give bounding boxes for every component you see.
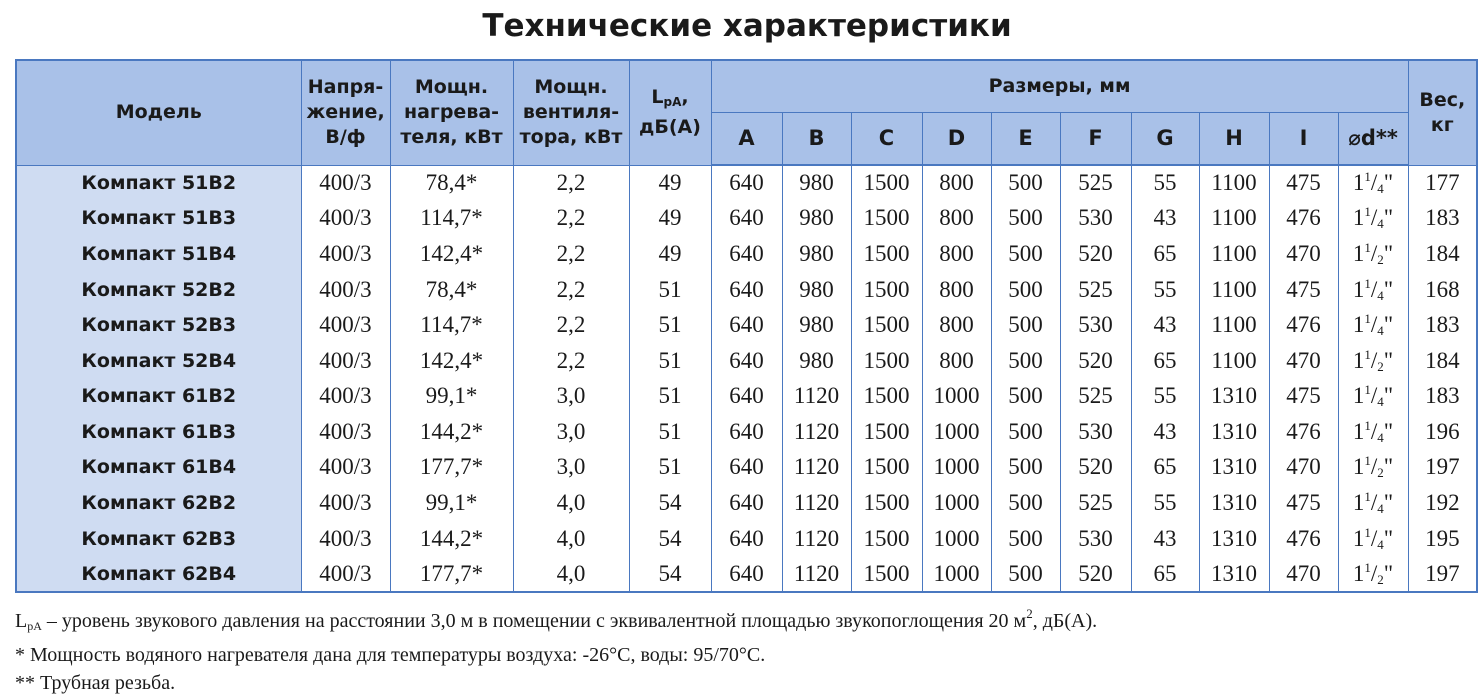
col-header-lpa: $L_{pA}$, дБ(А): [629, 60, 711, 165]
dim-a-cell: 640: [711, 556, 782, 592]
thread-numerator: 1: [1364, 453, 1371, 469]
dim-b-cell: 980: [782, 307, 851, 343]
inch-mark: ": [1383, 418, 1394, 444]
weight-cell: 184: [1408, 343, 1477, 379]
dim-b-cell: 1120: [782, 414, 851, 450]
dim-c-cell: 1500: [851, 450, 922, 486]
dim-c-cell: 1500: [851, 485, 922, 521]
dim-b-cell: 980: [782, 165, 851, 201]
dim-i-cell: 476: [1269, 414, 1338, 450]
footnote-heater: * Мощность водяного нагревателя дана для температуры воздуха: -26°C, воды: 95/70°C.: [15, 643, 766, 666]
dim-d-cell: 800: [922, 272, 991, 308]
dim-a-cell: 640: [711, 165, 782, 201]
dim-e-cell: 500: [991, 236, 1060, 272]
lpa-cell: 51: [629, 414, 711, 450]
fraction-slash: /: [1370, 276, 1378, 302]
model-cell: Компакт 51B2: [16, 165, 301, 201]
col-header-heater-power: Мощн. нагрева- теля, кВт: [390, 60, 513, 165]
lpa-cell: 49: [629, 236, 711, 272]
fraction-slash: /: [1370, 383, 1378, 409]
fraction-slash: /: [1370, 454, 1378, 480]
table-row: [16, 378, 1477, 414]
col-header-dim-c: C: [851, 112, 922, 165]
dim-c-cell: 1500: [851, 201, 922, 237]
weight-cell: 183: [1408, 201, 1477, 237]
weight-cell: 197: [1408, 556, 1477, 592]
spec-table: [15, 59, 1478, 593]
thread-numerator: 1: [1364, 417, 1371, 433]
thread-denominator: 4: [1377, 500, 1384, 516]
thread-diameter-cell: [1338, 272, 1408, 308]
heater-power-cell: 99,1*: [390, 485, 513, 521]
thread-denominator: 2: [1377, 465, 1384, 481]
thread-denominator: 2: [1377, 251, 1384, 267]
table-row: [16, 201, 1477, 237]
footnote-thread: ** Трубная резьба.: [15, 672, 176, 694]
dim-f-cell: 525: [1060, 485, 1131, 521]
inch-mark: ": [1383, 347, 1394, 373]
dim-d-cell: 1000: [922, 378, 991, 414]
dim-g-cell: 43: [1131, 414, 1199, 450]
weight-cell: 177: [1408, 165, 1477, 201]
voltage-cell: 400/3: [301, 236, 390, 272]
heater-power-cell: 177,7*: [390, 556, 513, 592]
dim-b-cell: 1120: [782, 521, 851, 557]
dim-g-cell: 55: [1131, 485, 1199, 521]
thread-diameter-cell: [1338, 450, 1408, 486]
voltage-cell: 400/3: [301, 556, 390, 592]
inch-mark: ": [1383, 205, 1394, 231]
dim-h-cell: 1310: [1199, 378, 1269, 414]
table-row: [16, 165, 1477, 201]
dim-e-cell: 500: [991, 343, 1060, 379]
dim-h-cell: 1310: [1199, 414, 1269, 450]
dim-i-cell: 470: [1269, 556, 1338, 592]
lpa-cell: 51: [629, 378, 711, 414]
dim-d-cell: 800: [922, 343, 991, 379]
dim-b-cell: 980: [782, 343, 851, 379]
dim-d-cell: 1000: [922, 414, 991, 450]
lpa-cell: 51: [629, 272, 711, 308]
col-header-fan-power: Мощн. вентиля- тора, кВт: [513, 60, 629, 165]
dim-g-cell: 65: [1131, 343, 1199, 379]
table-row: [16, 485, 1477, 521]
thread-whole: 1: [1352, 489, 1365, 515]
weight-cell: 168: [1408, 272, 1477, 308]
fraction-slash: /: [1370, 312, 1378, 338]
dim-c-cell: 1500: [851, 307, 922, 343]
dim-i-cell: 476: [1269, 307, 1338, 343]
inch-mark: ": [1383, 560, 1394, 586]
thread-numerator: 1: [1364, 275, 1371, 291]
lpa-cell: 49: [629, 165, 711, 201]
model-cell: Компакт 52B3: [16, 307, 301, 343]
inch-mark: ": [1383, 276, 1394, 302]
thread-numerator: 1: [1364, 488, 1371, 504]
dim-e-cell: 500: [991, 165, 1060, 201]
voltage-cell: 400/3: [301, 201, 390, 237]
dim-f-cell: 530: [1060, 307, 1131, 343]
dim-e-cell: 500: [991, 556, 1060, 592]
dim-d-cell: 1000: [922, 450, 991, 486]
dim-c-cell: 1500: [851, 414, 922, 450]
weight-cell: 195: [1408, 521, 1477, 557]
dim-g-cell: 65: [1131, 236, 1199, 272]
dim-a-cell: 640: [711, 307, 782, 343]
thread-whole: 1: [1352, 347, 1365, 373]
model-cell: Компакт 51B4: [16, 236, 301, 272]
fraction-slash: /: [1370, 205, 1378, 231]
fraction-slash: /: [1370, 170, 1378, 196]
dim-f-cell: 530: [1060, 414, 1131, 450]
dim-e-cell: 500: [991, 414, 1060, 450]
dim-f-cell: 525: [1060, 378, 1131, 414]
dim-c-cell: 1500: [851, 521, 922, 557]
dim-g-cell: 55: [1131, 378, 1199, 414]
lpa-cell: 51: [629, 450, 711, 486]
dim-h-cell: 1310: [1199, 521, 1269, 557]
lpa-cell: 54: [629, 556, 711, 592]
dim-d-cell: 800: [922, 165, 991, 201]
weight-cell: 183: [1408, 378, 1477, 414]
thread-numerator: 1: [1364, 524, 1371, 540]
dim-c-cell: 1500: [851, 236, 922, 272]
thread-numerator: 1: [1364, 346, 1371, 362]
model-cell: Компакт 62B3: [16, 521, 301, 557]
fraction-slash: /: [1370, 418, 1378, 444]
dim-e-cell: 500: [991, 307, 1060, 343]
col-header-dim-d-thread: ⌀d**: [1338, 112, 1408, 165]
thread-denominator: 2: [1377, 571, 1384, 587]
thread-diameter-cell: [1338, 165, 1408, 201]
lpa-cell: 54: [629, 485, 711, 521]
dim-a-cell: 640: [711, 450, 782, 486]
dim-e-cell: 500: [991, 201, 1060, 237]
thread-numerator: 1: [1364, 169, 1371, 185]
fan-power-cell: 3,0: [513, 414, 629, 450]
inch-mark: ": [1383, 454, 1394, 480]
dim-i-cell: 475: [1269, 272, 1338, 308]
model-cell: Компакт 61B3: [16, 414, 301, 450]
dim-f-cell: 520: [1060, 343, 1131, 379]
dim-c-cell: 1500: [851, 378, 922, 414]
dim-b-cell: 980: [782, 201, 851, 237]
dim-b-cell: 1120: [782, 378, 851, 414]
voltage-cell: 400/3: [301, 414, 390, 450]
dim-g-cell: 65: [1131, 450, 1199, 486]
fan-power-cell: 3,0: [513, 450, 629, 486]
inch-mark: ": [1383, 383, 1394, 409]
thread-whole: 1: [1352, 560, 1365, 586]
heater-power-cell: 99,1*: [390, 378, 513, 414]
fan-power-cell: 4,0: [513, 521, 629, 557]
dim-c-cell: 1500: [851, 556, 922, 592]
fan-power-cell: 2,2: [513, 201, 629, 237]
dim-g-cell: 43: [1131, 307, 1199, 343]
heater-power-cell: 144,2*: [390, 521, 513, 557]
voltage-cell: 400/3: [301, 272, 390, 308]
dim-i-cell: 475: [1269, 378, 1338, 414]
dim-f-cell: 530: [1060, 201, 1131, 237]
dim-d-cell: 1000: [922, 521, 991, 557]
heater-power-cell: 177,7*: [390, 450, 513, 486]
fraction-slash: /: [1370, 525, 1378, 551]
thread-whole: 1: [1352, 525, 1365, 551]
dim-b-cell: 1120: [782, 485, 851, 521]
dim-e-cell: 500: [991, 485, 1060, 521]
model-cell: Компакт 52B4: [16, 343, 301, 379]
table-row: [16, 307, 1477, 343]
dim-h-cell: 1310: [1199, 485, 1269, 521]
dim-a-cell: 640: [711, 485, 782, 521]
fraction-slash: /: [1370, 347, 1378, 373]
voltage-cell: 400/3: [301, 165, 390, 201]
footnote-lpa: $L_{pA}$ – уровень звукового давления на расстоянии 3,0 м в помещении с эквивалентной площадью звукопоглощения 20 $м^2$, дБ(А).: [15, 606, 1098, 633]
dim-d-cell: 800: [922, 201, 991, 237]
dim-f-cell: 520: [1060, 450, 1131, 486]
table-row: [16, 272, 1477, 308]
table-row: [16, 343, 1477, 379]
col-header-dim-d: D: [922, 112, 991, 165]
lpa-cell: 54: [629, 521, 711, 557]
heater-power-cell: 142,4*: [390, 236, 513, 272]
model-cell: Компакт 61B2: [16, 378, 301, 414]
col-header-model: Модель: [16, 60, 301, 165]
col-header-dim-h: H: [1199, 112, 1269, 165]
weight-cell: 184: [1408, 236, 1477, 272]
voltage-cell: 400/3: [301, 521, 390, 557]
heater-power-cell: 144,2*: [390, 414, 513, 450]
fan-power-cell: 2,2: [513, 236, 629, 272]
col-header-dim-f: F: [1060, 112, 1131, 165]
fan-power-cell: 4,0: [513, 485, 629, 521]
weight-cell: 196: [1408, 414, 1477, 450]
col-header-dimensions: Размеры, мм: [711, 60, 1408, 112]
dim-i-cell: 475: [1269, 165, 1338, 201]
col-header-weight: Вес, кг: [1408, 60, 1477, 165]
model-cell: Компакт 62B2: [16, 485, 301, 521]
dim-e-cell: 500: [991, 450, 1060, 486]
dim-f-cell: 520: [1060, 236, 1131, 272]
thread-diameter-cell: [1338, 378, 1408, 414]
thread-diameter-cell: [1338, 201, 1408, 237]
thread-numerator: 1: [1364, 204, 1371, 220]
dim-f-cell: 520: [1060, 556, 1131, 592]
inch-mark: ": [1383, 489, 1394, 515]
col-header-dim-e: E: [991, 112, 1060, 165]
heater-power-cell: 78,4*: [390, 165, 513, 201]
dim-g-cell: 55: [1131, 272, 1199, 308]
dim-h-cell: 1100: [1199, 307, 1269, 343]
thread-diameter-cell: [1338, 556, 1408, 592]
dim-h-cell: 1100: [1199, 201, 1269, 237]
table-row: [16, 414, 1477, 450]
weight-cell: 197: [1408, 450, 1477, 486]
voltage-cell: 400/3: [301, 485, 390, 521]
thread-whole: 1: [1352, 240, 1365, 266]
table-row: [16, 236, 1477, 272]
fraction-slash: /: [1370, 489, 1378, 515]
voltage-cell: 400/3: [301, 450, 390, 486]
dim-g-cell: 43: [1131, 521, 1199, 557]
dim-h-cell: 1100: [1199, 343, 1269, 379]
dim-e-cell: 500: [991, 378, 1060, 414]
weight-cell: 183: [1408, 307, 1477, 343]
thread-numerator: 1: [1364, 559, 1371, 575]
thread-whole: 1: [1352, 454, 1365, 480]
heater-power-cell: 114,7*: [390, 307, 513, 343]
model-cell: Компакт 62B4: [16, 556, 301, 592]
thread-diameter-cell: [1338, 521, 1408, 557]
thread-numerator: 1: [1364, 311, 1371, 327]
dim-d-cell: 800: [922, 307, 991, 343]
fraction-slash: /: [1370, 240, 1378, 266]
thread-denominator: 4: [1377, 323, 1384, 339]
thread-diameter-cell: [1338, 343, 1408, 379]
fan-power-cell: 2,2: [513, 272, 629, 308]
dim-f-cell: 525: [1060, 165, 1131, 201]
dim-b-cell: 1120: [782, 556, 851, 592]
dim-h-cell: 1100: [1199, 272, 1269, 308]
footnotes: [15, 600, 1475, 698]
voltage-cell: 400/3: [301, 307, 390, 343]
table-row: [16, 521, 1477, 557]
dim-b-cell: 980: [782, 236, 851, 272]
dim-f-cell: 530: [1060, 521, 1131, 557]
voltage-cell: 400/3: [301, 343, 390, 379]
thread-denominator: 4: [1377, 536, 1384, 552]
col-header-dim-i: I: [1269, 112, 1338, 165]
dim-a-cell: 640: [711, 236, 782, 272]
heater-power-cell: 78,4*: [390, 272, 513, 308]
thread-denominator: 4: [1377, 181, 1384, 197]
dim-h-cell: 1310: [1199, 450, 1269, 486]
table-row: [16, 450, 1477, 486]
thread-diameter-cell: [1338, 307, 1408, 343]
dim-a-cell: 640: [711, 343, 782, 379]
thread-denominator: 2: [1377, 358, 1384, 374]
dim-a-cell: 640: [711, 201, 782, 237]
fan-power-cell: 4,0: [513, 556, 629, 592]
col-header-voltage: Напря- жение, В/ф: [301, 60, 390, 165]
thread-numerator: 1: [1364, 239, 1371, 255]
dim-d-cell: 1000: [922, 556, 991, 592]
thread-whole: 1: [1352, 170, 1365, 196]
dim-i-cell: 476: [1269, 201, 1338, 237]
dim-c-cell: 1500: [851, 272, 922, 308]
lpa-cell: 51: [629, 343, 711, 379]
dim-h-cell: 1310: [1199, 556, 1269, 592]
voltage-cell: 400/3: [301, 378, 390, 414]
dim-g-cell: 55: [1131, 165, 1199, 201]
page-title: Технические характеристики: [482, 8, 1012, 44]
weight-cell: 192: [1408, 485, 1477, 521]
inch-mark: ": [1383, 170, 1394, 196]
thread-whole: 1: [1352, 418, 1365, 444]
inch-mark: ": [1383, 525, 1394, 551]
thread-whole: 1: [1352, 383, 1365, 409]
dim-h-cell: 1100: [1199, 165, 1269, 201]
dim-a-cell: 640: [711, 378, 782, 414]
dim-c-cell: 1500: [851, 343, 922, 379]
model-cell: Компакт 52B2: [16, 272, 301, 308]
dim-a-cell: 640: [711, 521, 782, 557]
lpa-cell: 49: [629, 201, 711, 237]
thread-denominator: 4: [1377, 216, 1384, 232]
col-header-dim-g: G: [1131, 112, 1199, 165]
dim-i-cell: 475: [1269, 485, 1338, 521]
thread-diameter-cell: [1338, 414, 1408, 450]
dim-g-cell: 43: [1131, 201, 1199, 237]
model-cell: Компакт 51B3: [16, 201, 301, 237]
thread-whole: 1: [1352, 205, 1365, 231]
col-header-dim-a: A: [711, 112, 782, 165]
fraction-slash: /: [1370, 560, 1378, 586]
spec-table-body: [16, 165, 1477, 592]
fan-power-cell: 2,2: [513, 165, 629, 201]
dim-i-cell: 470: [1269, 236, 1338, 272]
inch-mark: ": [1383, 240, 1394, 266]
dim-e-cell: 500: [991, 521, 1060, 557]
fan-power-cell: 3,0: [513, 378, 629, 414]
dim-a-cell: 640: [711, 414, 782, 450]
dim-d-cell: 800: [922, 236, 991, 272]
dim-a-cell: 640: [711, 272, 782, 308]
thread-whole: 1: [1352, 312, 1365, 338]
thread-diameter-cell: [1338, 236, 1408, 272]
table-row: [16, 556, 1477, 592]
inch-mark: ": [1383, 312, 1394, 338]
thread-whole: 1: [1352, 276, 1365, 302]
dim-c-cell: 1500: [851, 165, 922, 201]
thread-denominator: 4: [1377, 287, 1384, 303]
dim-i-cell: 470: [1269, 450, 1338, 486]
dim-b-cell: 1120: [782, 450, 851, 486]
dim-g-cell: 65: [1131, 556, 1199, 592]
thread-diameter-cell: [1338, 485, 1408, 521]
dim-e-cell: 500: [991, 272, 1060, 308]
dim-h-cell: 1100: [1199, 236, 1269, 272]
fan-power-cell: 2,2: [513, 307, 629, 343]
thread-denominator: 4: [1377, 394, 1384, 410]
heater-power-cell: 142,4*: [390, 343, 513, 379]
dim-f-cell: 525: [1060, 272, 1131, 308]
col-header-dim-b: B: [782, 112, 851, 165]
fan-power-cell: 2,2: [513, 343, 629, 379]
dim-b-cell: 980: [782, 272, 851, 308]
lpa-cell: 51: [629, 307, 711, 343]
thread-numerator: 1: [1364, 382, 1371, 398]
dim-d-cell: 1000: [922, 485, 991, 521]
model-cell: Компакт 61B4: [16, 450, 301, 486]
dim-i-cell: 476: [1269, 521, 1338, 557]
thread-denominator: 4: [1377, 429, 1384, 445]
dim-i-cell: 470: [1269, 343, 1338, 379]
heater-power-cell: 114,7*: [390, 201, 513, 237]
